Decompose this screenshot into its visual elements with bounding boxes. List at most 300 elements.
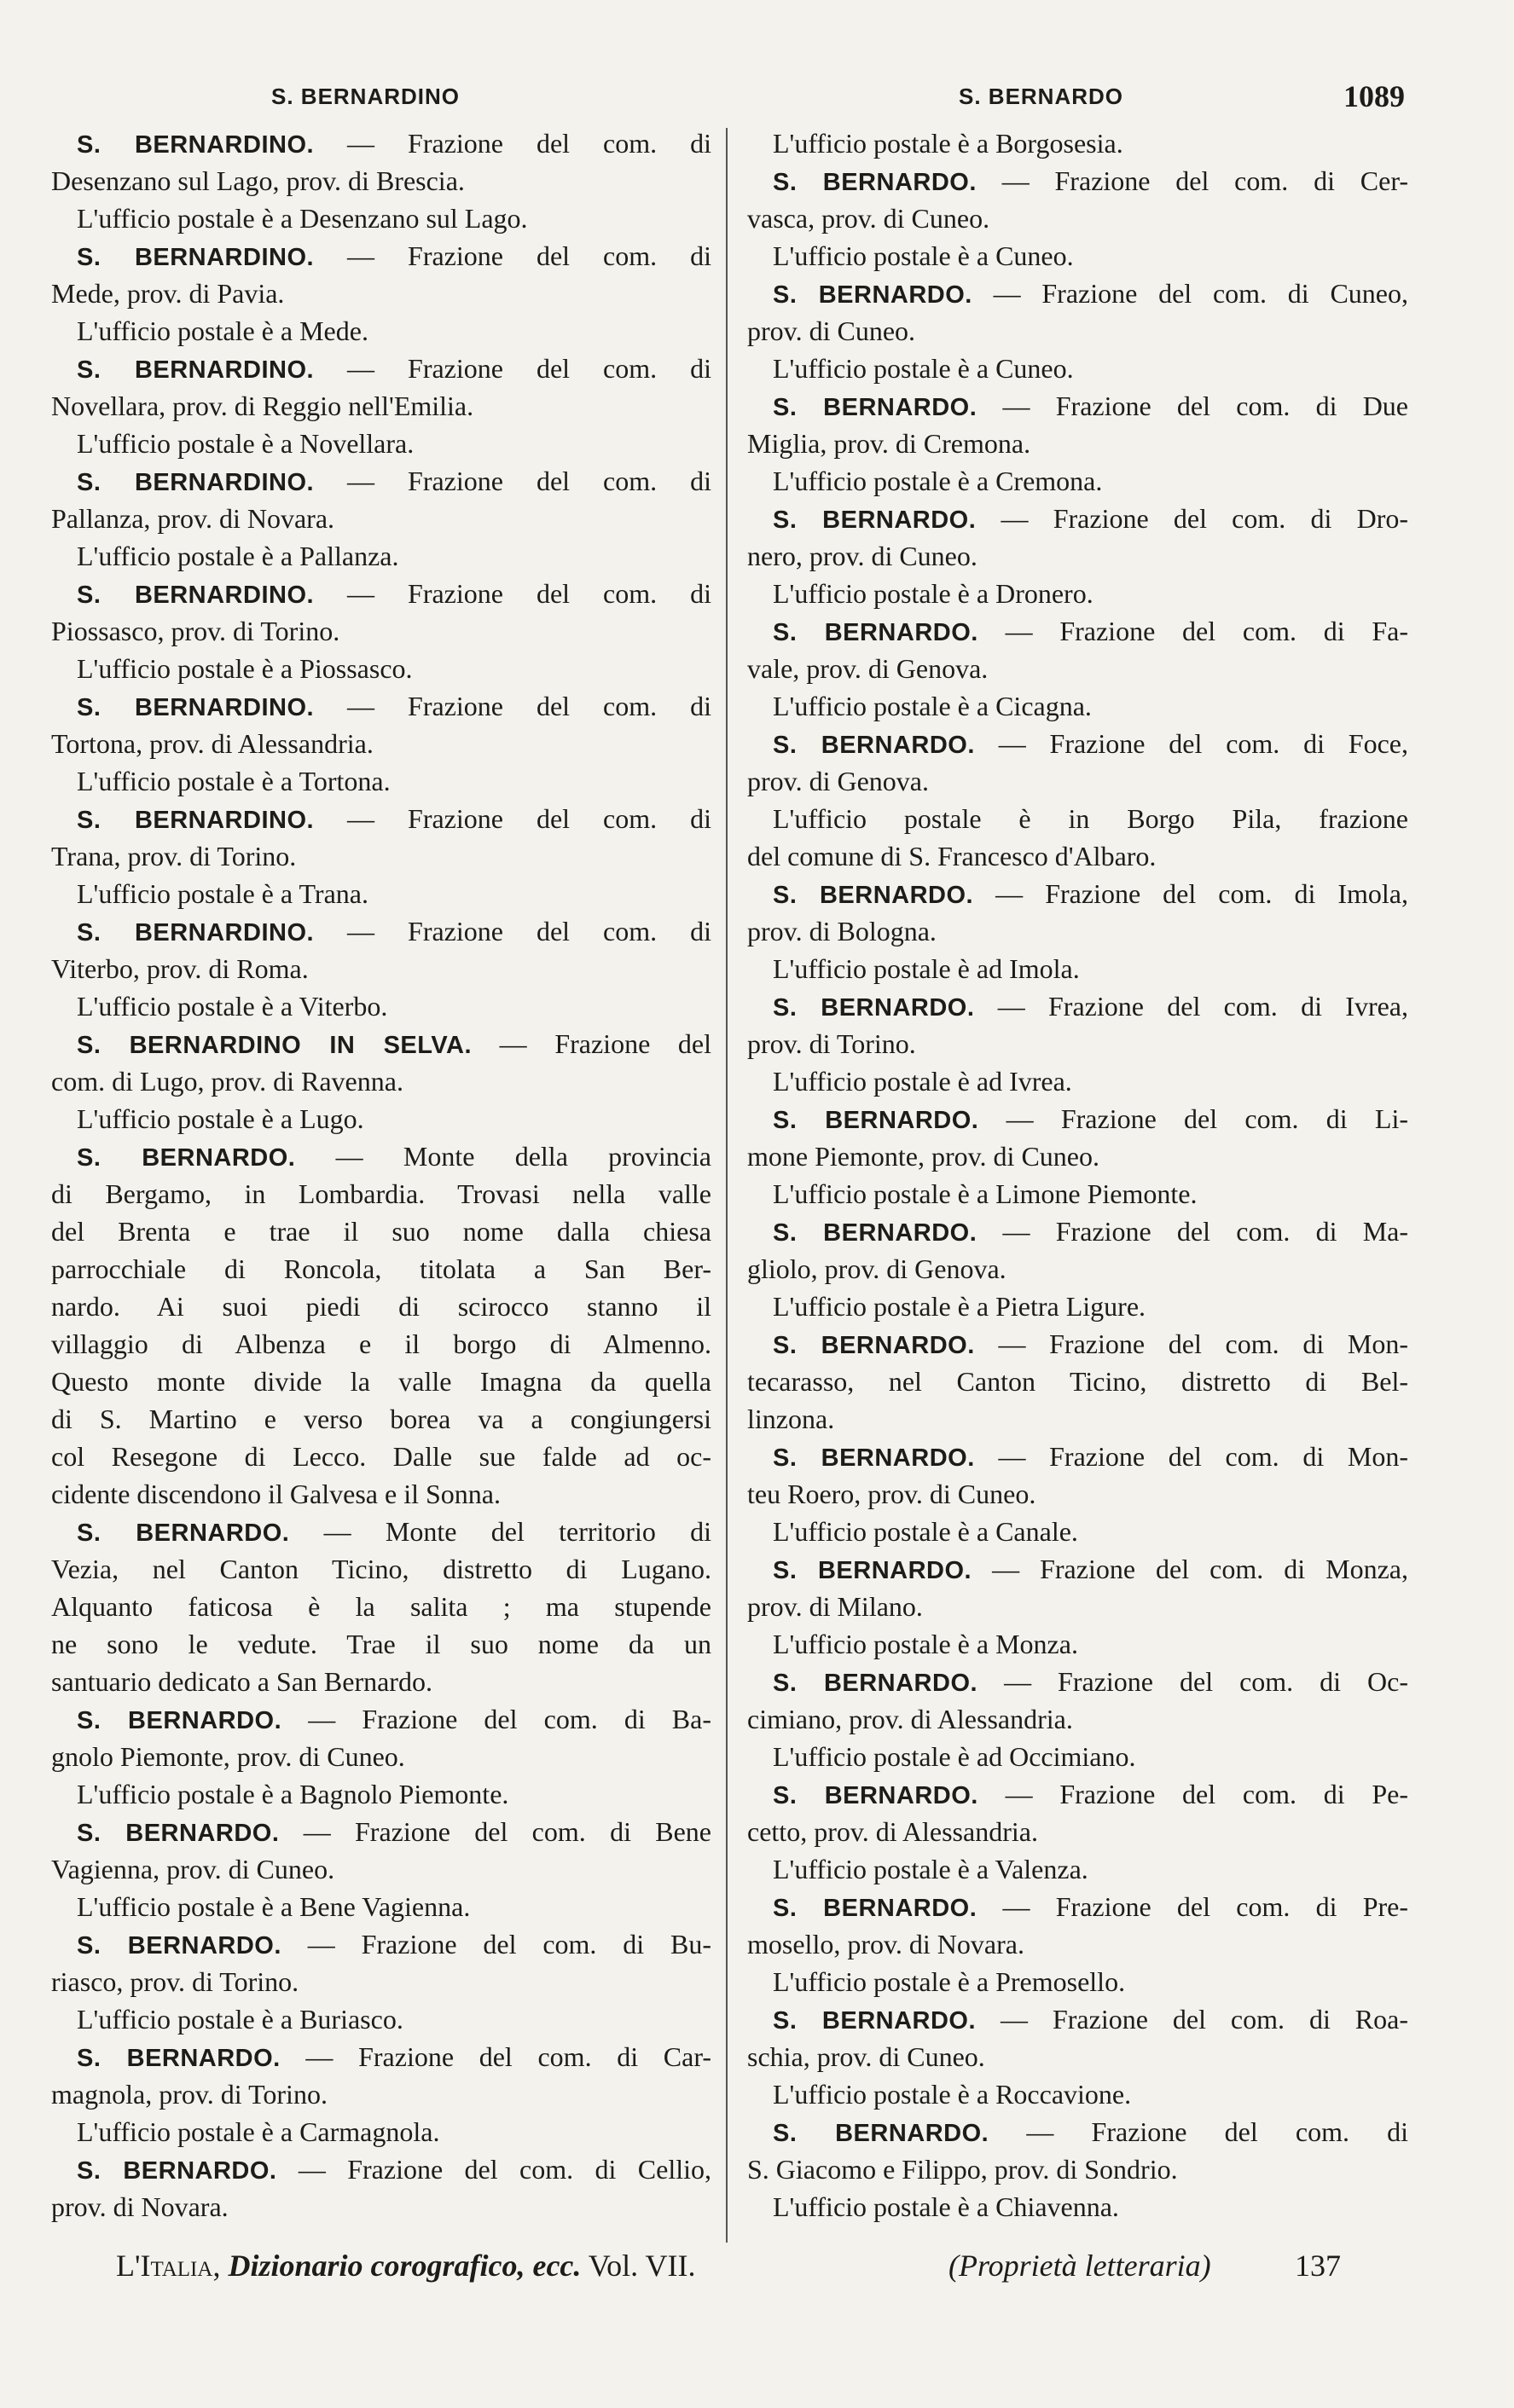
line-text: L'ufficio postale è a Bene Vagienna. (77, 1891, 471, 1922)
text-line (747, 1288, 1408, 1325)
line-text: L'ufficio postale è ad Ivrea. (773, 1066, 1072, 1097)
line-text: L'ufficio postale è a Buriasco. (77, 2004, 403, 2035)
text-line (747, 2113, 1408, 2150)
text-line (747, 987, 1408, 1025)
text-line (51, 762, 711, 800)
line-text: di Bergamo, in Lombardia. Trovasi nella valle (51, 1178, 711, 1209)
text-line (51, 1438, 711, 1475)
line-text: L'ufficio postale è in Borgo Pila, frazione (773, 803, 1408, 834)
entry-paragraph (747, 1438, 1408, 1513)
line-text: col Resegone di Lecco. Dalle sue falde ad oc- (51, 1441, 711, 1472)
text-line (51, 1775, 711, 1813)
postal-note-paragraph (747, 2075, 1408, 2113)
text-line (747, 575, 1408, 612)
entry-headword: S. BERNARDO. (773, 2007, 977, 2035)
line-text: linzona. (747, 1404, 835, 1434)
text-line (747, 1100, 1408, 1137)
line-text: vale, prov. di Genova. (747, 653, 989, 684)
entry-paragraph (747, 162, 1408, 237)
postal-note-paragraph (51, 2113, 711, 2150)
postal-note-paragraph (51, 650, 711, 687)
postal-note-paragraph (51, 312, 711, 350)
entry-headword: S. BERNARDINO. (77, 244, 315, 271)
text-line (747, 200, 1408, 237)
text-line (747, 2000, 1408, 2038)
entry-headword: S. BERNARDO. (773, 1670, 978, 1697)
text-line (747, 387, 1408, 425)
text-line (747, 1963, 1408, 2000)
entry-paragraph (747, 2113, 1408, 2188)
entry-paragraph (747, 1100, 1408, 1175)
line-text: — Frazione del com. di Monza, (992, 1554, 1409, 1584)
text-line (747, 1250, 1408, 1288)
text-line (51, 275, 711, 312)
line-text: Vezia, nel Canton Ticino, distretto di Lugano. (51, 1554, 711, 1584)
text-line (747, 875, 1408, 912)
line-text: L'ufficio postale è ad Imola. (773, 953, 1080, 984)
line-text: Piossasco, prov. di Torino. (51, 616, 340, 646)
text-line (747, 1175, 1408, 1213)
line-text: L'ufficio postale è a Tortona. (77, 766, 391, 796)
line-text: L'ufficio postale è a Viterbo. (77, 991, 388, 1022)
footer-volume: Vol. VII. (588, 2249, 696, 2283)
text-line (51, 200, 711, 237)
line-text: — Monte della provincia (335, 1141, 712, 1172)
line-text: L'ufficio postale è a Pallanza. (77, 541, 399, 571)
entry-headword: S. BERNARDO. (773, 619, 978, 646)
entry-headword: S. BERNARDO. (77, 1519, 290, 1547)
text-line (747, 950, 1408, 987)
line-text: Mede, prov. di Pavia. (51, 278, 285, 309)
line-text: prov. di Bologna. (747, 916, 937, 946)
text-line (747, 350, 1408, 387)
entry-headword: S. BERNARDO. (773, 2120, 989, 2147)
text-line (747, 1475, 1408, 1513)
line-text: Vagienna, prov. di Cuneo. (51, 1854, 335, 1884)
line-text: L'ufficio postale è a Cremona. (773, 466, 1103, 496)
footer-title: Dizionario corografico, ecc. (228, 2249, 582, 2283)
line-text: — Frazione del com. di Cer- (1001, 165, 1409, 196)
line-text: cidente discendono il Galvesa e il Sonna. (51, 1479, 501, 1509)
text-line (747, 462, 1408, 500)
text-line (51, 237, 711, 275)
line-text: prov. di Milano. (747, 1591, 923, 1622)
entry-paragraph (51, 1513, 711, 1700)
line-text: L'ufficio postale è a Dronero. (773, 578, 1093, 609)
text-line (51, 425, 711, 462)
line-text: — Frazione del (499, 1028, 712, 1059)
text-line (747, 837, 1408, 875)
line-text: — Frazione del com. di Oc- (1004, 1666, 1409, 1697)
line-text: parrocchiale di Roncola, titolata a San Ber- (51, 1253, 711, 1284)
text-line (51, 1850, 711, 1888)
right-column (747, 124, 1408, 2226)
postal-note-paragraph (747, 124, 1408, 162)
postal-note-paragraph (51, 1888, 711, 1925)
entry-headword: S. BERNARDO. (773, 994, 975, 1022)
text-line (51, 950, 711, 987)
line-text: L'ufficio postale è a Lugo. (77, 1103, 364, 1134)
line-text: riasco, prov. di Torino. (51, 1966, 299, 1997)
text-line (51, 912, 711, 950)
entry-headword: S. BERNARDO. (773, 1444, 975, 1472)
line-text: prov. di Genova. (747, 766, 929, 796)
postal-note-paragraph (51, 875, 711, 912)
line-text: villaggio di Albenza e il borgo di Almenno. (51, 1328, 711, 1359)
text-line (747, 1062, 1408, 1100)
text-line (747, 1325, 1408, 1363)
line-text: L'ufficio postale è a Piossasco. (77, 653, 413, 684)
line-text: — Frazione del com. di (347, 240, 712, 271)
line-text: L'ufficio postale è a Bagnolo Piemonte. (77, 1779, 509, 1809)
entry-headword: S. BERNARDO. (773, 882, 974, 909)
line-text: Trana, prov. di Torino. (51, 841, 297, 871)
text-line (747, 2188, 1408, 2226)
entry-headword: S. BERNARDINO. (77, 919, 315, 946)
postal-note-paragraph (51, 987, 711, 1025)
line-text: nardo. Ai suoi piedi di scirocco stanno il (51, 1291, 711, 1322)
entry-headword: S. BERNARDO. (773, 1895, 977, 1922)
line-text: Novellara, prov. di Reggio nell'Emilia. (51, 391, 474, 421)
line-text: L'ufficio postale è a Cuneo. (773, 240, 1074, 271)
line-text: gliolo, prov. di Genova. (747, 1253, 1006, 1284)
postal-note-paragraph (747, 575, 1408, 612)
line-text: di S. Martino e verso borea va a congiungersi (51, 1404, 711, 1434)
line-text: — Frazione del com. di Ma- (1002, 1216, 1409, 1247)
text-line (51, 687, 711, 725)
text-line (51, 650, 711, 687)
postal-note-paragraph (747, 1175, 1408, 1213)
entry-headword: S. BERNARDO. (773, 169, 977, 196)
text-line (747, 312, 1408, 350)
line-text: magnola, prov. di Torino. (51, 2079, 328, 2110)
text-line (51, 537, 711, 575)
entry-headword: S. BERNARDO. (773, 1782, 978, 1809)
entry-paragraph (51, 462, 711, 537)
postal-note-paragraph (747, 462, 1408, 500)
text-line (51, 124, 711, 162)
line-text: L'ufficio postale è a Roccavione. (773, 2079, 1132, 2110)
footer-signature: 137 (1295, 2249, 1341, 2283)
entry-paragraph (747, 1663, 1408, 1738)
line-text: teu Roero, prov. di Cuneo. (747, 1479, 1036, 1509)
postal-note-paragraph (747, 2188, 1408, 2226)
text-line (51, 162, 711, 200)
line-text: — Frazione del com. di Roa- (1001, 2004, 1409, 2035)
line-text: L'ufficio postale è ad Occimiano. (773, 1741, 1136, 1772)
text-line (51, 1325, 711, 1363)
line-text: L'ufficio postale è a Cicagna. (773, 691, 1092, 721)
page-number: 1089 (1343, 79, 1405, 113)
line-text: L'ufficio postale è a Carmagnola. (77, 2116, 440, 2147)
entry-headword: S. BERNARDINO. (77, 469, 315, 496)
text-line (51, 987, 711, 1025)
entry-paragraph (747, 387, 1408, 462)
text-line (747, 1025, 1408, 1062)
line-text: — Frazione del com. di Pe- (1005, 1779, 1409, 1809)
line-text: L'ufficio postale è a Valenza. (773, 1854, 1088, 1884)
text-line (747, 1850, 1408, 1888)
text-line (747, 275, 1408, 312)
text-line (747, 1438, 1408, 1475)
entry-headword: S. BERNARDO. (773, 1107, 979, 1134)
line-text: — Frazione del com. di Imola, (995, 878, 1409, 909)
line-text: prov. di Torino. (747, 1028, 916, 1059)
entry-paragraph (51, 124, 711, 200)
line-text: L'ufficio postale è a Chiavenna. (773, 2191, 1119, 2222)
running-head-right: S. BERNARDO (959, 84, 1124, 109)
line-text: — Frazione del com. di (1026, 2116, 1409, 2147)
text-line (747, 1137, 1408, 1175)
line-text: Questo monte divide la valle Imagna da quella (51, 1366, 711, 1397)
postal-note-paragraph (51, 537, 711, 575)
text-line (51, 1363, 711, 1400)
line-text: — Frazione del com. di Due (1002, 391, 1409, 421)
text-line (51, 575, 711, 612)
line-text: prov. di Cuneo. (747, 315, 916, 346)
text-line (51, 837, 711, 875)
text-line (51, 1550, 711, 1588)
line-text: L'ufficio postale è a Premosello. (773, 1966, 1126, 1997)
footer-citation (116, 2248, 695, 2284)
line-text: L'ufficio postale è a Limone Piemonte. (773, 1178, 1198, 1209)
text-line (747, 650, 1408, 687)
entry-headword: S. BERNARDO. (773, 1557, 972, 1584)
entry-headword: S. BERNARDINO. (77, 131, 315, 159)
entry-paragraph (51, 2150, 711, 2226)
postal-note-paragraph (747, 350, 1408, 387)
line-text: cimiano, prov. di Alessandria. (747, 1704, 1073, 1734)
text-line (51, 875, 711, 912)
text-line (747, 1588, 1408, 1625)
text-line (747, 537, 1408, 575)
line-text: — Frazione del com. di Fa- (1005, 616, 1409, 646)
line-text: — Frazione del com. di (347, 916, 712, 946)
postal-note-paragraph (747, 1288, 1408, 1325)
line-text: Tortona, prov. di Alessandria. (51, 728, 374, 759)
line-text: del Brenta e trae il suo nome dalla chiesa (51, 1216, 711, 1247)
line-text: L'ufficio postale è a Borgosesia. (773, 128, 1123, 159)
line-text: S. Giacomo e Filippo, prov. di Sondrio. (747, 2154, 1178, 2185)
entry-paragraph (747, 275, 1408, 350)
line-text: — Frazione del com. di Li- (1006, 1103, 1409, 1134)
entry-paragraph (51, 912, 711, 987)
entry-paragraph (747, 500, 1408, 575)
line-text: L'ufficio postale è a Canale. (773, 1516, 1078, 1547)
line-text: vasca, prov. di Cuneo. (747, 203, 990, 234)
column-divider (726, 128, 728, 2243)
entry-paragraph (51, 800, 711, 875)
text-line (51, 1888, 711, 1925)
postal-note-paragraph (51, 200, 711, 237)
line-text: — Frazione del com. di (347, 466, 712, 496)
text-line (51, 1288, 711, 1325)
text-line (747, 500, 1408, 537)
text-line (747, 725, 1408, 762)
text-line (747, 1700, 1408, 1738)
entry-paragraph (51, 1925, 711, 2000)
text-line (747, 162, 1408, 200)
text-line (51, 500, 711, 537)
entry-headword: S. BERNARDINO. (77, 356, 315, 384)
line-text: Pallanza, prov. di Novara. (51, 503, 335, 534)
entry-paragraph (747, 1775, 1408, 1850)
line-text: Viterbo, prov. di Roma. (51, 953, 309, 984)
text-line (51, 2038, 711, 2075)
text-line (747, 2150, 1408, 2188)
text-line (51, 462, 711, 500)
text-line (747, 1513, 1408, 1550)
footer-rights: (Proprietà letteraria) (948, 2249, 1211, 2283)
line-text: — Frazione del com. di (347, 691, 712, 721)
text-line (51, 1925, 711, 1963)
text-line (747, 1213, 1408, 1250)
line-text: gnolo Piemonte, prov. di Cuneo. (51, 1741, 405, 1772)
line-text: tecarasso, nel Canton Ticino, distretto di Bel- (747, 1366, 1408, 1397)
entry-headword: S. BERNARDO. (773, 394, 977, 421)
text-line (747, 1550, 1408, 1588)
postal-note-paragraph (747, 1062, 1408, 1100)
entry-headword: S. BERNARDO. (77, 1144, 296, 1172)
text-line (747, 124, 1408, 162)
text-line (747, 2038, 1408, 2075)
text-line (51, 2150, 711, 2188)
entry-paragraph (747, 2000, 1408, 2075)
text-line (51, 1175, 711, 1213)
line-text: nero, prov. di Cuneo. (747, 541, 977, 571)
entry-headword: S. BERNARDO. (773, 1332, 975, 1359)
text-line (747, 800, 1408, 837)
text-line (51, 1625, 711, 1663)
entry-paragraph (51, 1813, 711, 1888)
entry-paragraph (747, 725, 1408, 800)
text-line (51, 387, 711, 425)
entry-headword: S. BERNARDO. (773, 506, 977, 534)
line-text: schia, prov. di Cuneo. (747, 2041, 985, 2072)
line-text: L'ufficio postale è a Mede. (77, 315, 368, 346)
postal-note-paragraph (747, 687, 1408, 725)
text-line (747, 912, 1408, 950)
line-text: — Frazione del com. di Mon- (998, 1441, 1409, 1472)
line-text: — Frazione del com. di Car- (305, 2041, 712, 2072)
line-text: — Frazione del com. di Cuneo, (993, 278, 1409, 309)
line-text: cetto, prov. di Alessandria. (747, 1816, 1038, 1847)
entry-paragraph (51, 237, 711, 312)
entry-paragraph (747, 1888, 1408, 1963)
text-line (747, 687, 1408, 725)
line-text: — Frazione del com. di (347, 578, 712, 609)
postal-note-paragraph (747, 1850, 1408, 1888)
entry-headword: S. BERNARDO. (77, 1932, 281, 1959)
text-line (51, 1062, 711, 1100)
text-line (51, 1137, 711, 1175)
line-text: — Monte del territorio di (323, 1516, 712, 1547)
entry-headword: S. BERNARDINO. (77, 694, 315, 721)
text-line (51, 612, 711, 650)
text-line (747, 1925, 1408, 1963)
entry-headword: S. BERNARDO. (773, 1219, 977, 1247)
line-text: — Frazione del com. di Cellio, (298, 2154, 712, 2185)
text-line (51, 2075, 711, 2113)
entry-headword: S. BERNARDINO. (77, 582, 315, 609)
line-text: — Frazione del com. di Bene (303, 1816, 712, 1847)
line-text: L'ufficio postale è a Pietra Ligure. (773, 1291, 1146, 1322)
entry-paragraph (747, 1213, 1408, 1288)
line-text: L'ufficio postale è a Cuneo. (773, 353, 1074, 384)
left-column (51, 124, 711, 2226)
entry-headword: S. BERNARDO. (77, 2157, 277, 2185)
text-line (747, 1775, 1408, 1813)
entry-headword: S. BERNARDO. (773, 281, 972, 309)
text-line (51, 1663, 711, 1700)
postal-note-paragraph (747, 950, 1408, 987)
line-text: — Frazione del com. di Ivrea, (997, 991, 1409, 1022)
line-text: com. di Lugo, prov. di Ravenna. (51, 1066, 403, 1097)
line-text: Desenzano sul Lago, prov. di Brescia. (51, 165, 465, 196)
line-text: mosello, prov. di Novara. (747, 1929, 1024, 1959)
line-text: — Frazione del com. di (347, 353, 712, 384)
line-text: — Frazione del com. di Ba- (308, 1704, 712, 1734)
text-line (747, 1813, 1408, 1850)
text-line (51, 312, 711, 350)
entry-headword: S. BERNARDINO. (77, 807, 315, 834)
text-line (51, 1700, 711, 1738)
postal-note-paragraph (51, 1775, 711, 1813)
entry-paragraph (747, 875, 1408, 950)
text-line (51, 800, 711, 837)
running-head-left: S. BERNARDINO (271, 84, 461, 109)
line-text: L'ufficio postale è a Desenzano sul Lago. (77, 203, 528, 234)
text-line (747, 1363, 1408, 1400)
text-line (747, 762, 1408, 800)
entry-paragraph (747, 1325, 1408, 1438)
text-line (51, 1963, 711, 2000)
line-text: prov. di Novara. (51, 2191, 229, 2222)
postal-note-paragraph (747, 1738, 1408, 1775)
entry-headword: S. BERNARDO. (773, 732, 975, 759)
text-line (51, 1400, 711, 1438)
line-text: — Frazione del com. di (347, 128, 712, 159)
entry-headword: S. BERNARDO. (77, 1707, 282, 1734)
entry-headword: S. BERNARDO. (77, 2045, 281, 2072)
line-text: — Frazione del com. di Mon- (998, 1328, 1409, 1359)
entry-paragraph (51, 350, 711, 425)
entry-paragraph (51, 1025, 711, 1100)
entry-headword: S. BERNARDO. (77, 1820, 280, 1847)
line-text: del comune di S. Francesco d'Albaro. (747, 841, 1157, 871)
postal-note-paragraph (51, 425, 711, 462)
line-text: Miglia, prov. di Cremona. (747, 428, 1031, 459)
entry-paragraph (51, 2038, 711, 2113)
line-text: ne sono le vedute. Trae il suo nome da un (51, 1629, 711, 1659)
postal-note-paragraph (747, 237, 1408, 275)
text-line (51, 350, 711, 387)
postal-note-paragraph (51, 762, 711, 800)
entry-paragraph (747, 612, 1408, 687)
entry-paragraph (51, 687, 711, 762)
postal-note-paragraph (747, 1513, 1408, 1550)
line-text: mone Piemonte, prov. di Cuneo. (747, 1141, 1099, 1172)
line-text: L'ufficio postale è a Monza. (773, 1629, 1078, 1659)
line-text: — Frazione del com. di (347, 803, 712, 834)
postal-note-paragraph (747, 1963, 1408, 2000)
line-text: — Frazione del com. di Bu- (307, 1929, 712, 1959)
text-line (51, 1813, 711, 1850)
postal-note-paragraph (51, 2000, 711, 2038)
line-text: — Frazione del com. di Foce, (998, 728, 1408, 759)
postal-note-paragraph (747, 800, 1408, 875)
postal-note-paragraph (747, 1625, 1408, 1663)
